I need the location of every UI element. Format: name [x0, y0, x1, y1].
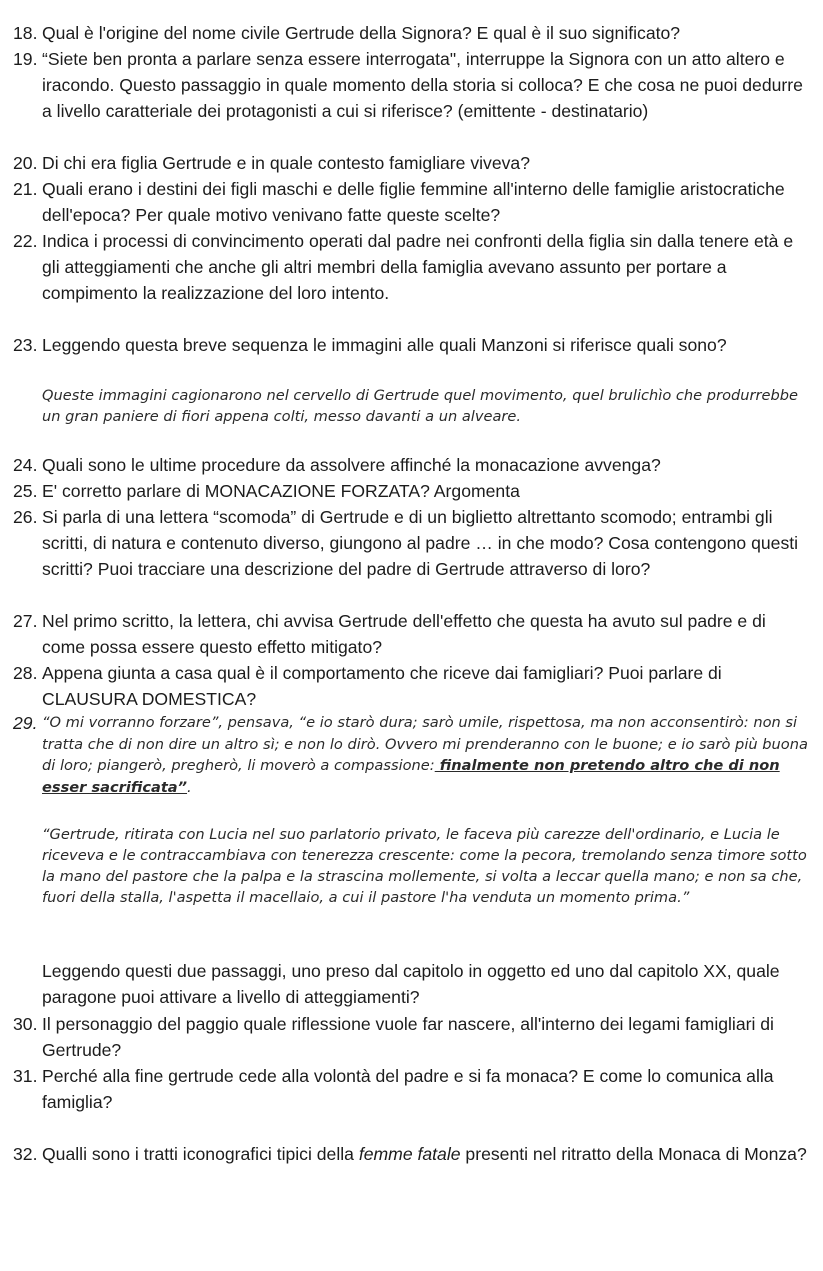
- question-number: 25.: [13, 481, 38, 501]
- question-text-part: presenti nel ritratto della Monaca di Monza?: [460, 1144, 807, 1164]
- question-text: [42, 710, 813, 798]
- question-text: Appena giunta a casa qual è il comportamento che riceve dai famigliari? Puoi parlare di CLAUSURA DOMESTICA?: [42, 663, 722, 709]
- question-23: [13, 332, 813, 358]
- question-number: 20.: [13, 153, 38, 173]
- question-27: [13, 608, 813, 660]
- question-30: [13, 1011, 813, 1063]
- quote-passage: Queste immagini cagionarono nel cervello di Gertrude quel movimento, quel brulichìo che produrrebbe un gran paniere di fiori appena colti, messo davanti a un alveare.: [42, 387, 798, 425]
- question-number: 32.: [13, 1144, 38, 1164]
- question-text: Il personaggio del paggio quale riflessione vuole far nascere, all'interno dei legami famigliari di Gertrude?: [42, 1014, 774, 1060]
- question-21: [13, 176, 813, 228]
- underlined-quote-text: finalmente non pretendo altro che di non esser sacrificata”: [42, 757, 780, 796]
- question-24: [13, 452, 813, 478]
- question-number: 28.: [13, 663, 38, 683]
- question-20: [13, 150, 813, 176]
- question-text: E' corretto parlare di MONACAZIONE FORZATA? Argomenta: [42, 481, 520, 501]
- question-number: 31.: [13, 1066, 38, 1086]
- emphasis-term: femme fatale: [358, 1144, 461, 1164]
- question-text: Perché alla fine gertrude cede alla volontà del padre e si fa monaca? E come lo comunica alla famiglia?: [42, 1066, 774, 1112]
- question-number: 30.: [13, 1014, 38, 1034]
- question-28: [13, 660, 813, 712]
- quote-period: .: [187, 778, 192, 796]
- question-text: Nel primo scritto, la lettera, chi avvisa Gertrude dell'effetto che questa ha avuto sul padre e di come possa essere questo effetto mitigato?: [42, 611, 766, 657]
- question-32: [13, 1141, 813, 1167]
- question-text: “Siete ben pronta a parlare senza essere interrogata", interruppe la Signora con un atto altero e iracondo. Questo passaggio in quale momento della storia si colloca? E che cosa ne puoi dedurre a livello caratteriale dei protagonisti a cui si riferisce? (emittente - destinatario): [42, 49, 803, 121]
- question-22: [13, 228, 813, 306]
- question-number: 26.: [13, 507, 38, 527]
- question-text: Indica i processi di convincimento operati dal padre nei confronti della figlia sin dalla tenere età e gli atteggiamenti che anche gli altri membri della famiglia avevano assunto per portare a compimento la realizzazione del loro intento.: [42, 231, 794, 303]
- quote-text: “O mi vorranno forzare”, pensava, “e io starò dura; sarò umile, rispettosa, ma non acconsentirò: non si tratta che di non dire un altro sì; e non lo dirò. Ovvero mi prenderanno con le buone; e io sarò più buona di loro; piangerò, pregherò, li moverò a compassione:: [42, 714, 808, 774]
- question-text: Leggendo questa breve sequenza le immagini alle quali Manzoni si riferisce quali sono?: [42, 335, 727, 355]
- question-number: 19.: [13, 49, 38, 69]
- question-18: [13, 20, 813, 46]
- question-text-part: Qualli sono i tratti iconografici tipici della: [42, 1144, 359, 1164]
- question-number: 24.: [13, 455, 38, 475]
- question-26: [13, 504, 813, 582]
- question-text: Si parla di una lettera “scomoda” di Gertrude e di un biglietto altrettanto scomodo; entrambi gli scritti, di natura e contenuto diverso, giungono al padre … in che modo? Cosa contengono questi scritti? Puoi tracciare una descrizione del padre di Gertrude attraverso di loro?: [42, 507, 799, 579]
- question-text: Quali erano i destini dei figli maschi e delle figlie femmine all'interno delle famiglie aristocratiche dell'epoca? Per quale motivo venivano fatte queste scelte?: [42, 179, 785, 225]
- question-text: Quali sono le ultime procedure da assolvere affinché la monacazione avvenga?: [42, 455, 661, 475]
- question-number: 22.: [13, 231, 38, 251]
- comparison-prompt: Leggendo questi due passaggi, uno preso dal capitolo in oggetto ed uno dal capitolo XX, quale paragone puoi attivare a livello di atteggiamenti?: [42, 961, 780, 1007]
- question-number: 29.: [13, 713, 38, 733]
- question-text: Qual è l'origine del nome civile Gertrude della Signora? E qual è il suo significato?: [42, 23, 681, 43]
- question-31: [13, 1063, 813, 1115]
- question-number: 23.: [13, 335, 38, 355]
- question-19: [13, 46, 813, 124]
- question-text: Di chi era figlia Gertrude e in quale contesto famigliare viveva?: [42, 153, 530, 173]
- question-29: [13, 710, 813, 798]
- question-text: [42, 1141, 813, 1167]
- question-number: 27.: [13, 611, 38, 631]
- question-25: [13, 478, 813, 504]
- quote-passage-2: “Gertrude, ritirata con Lucia nel suo parlatorio privato, le faceva più carezze dell'ordinario, e Lucia le riceveva e le contraccambiava con tenerezza crescente: come la pecora, tremolando senza timore sotto la mano del pastore che la palpa e la strascina mollemente, si volta a leccar quella mano; e non sa che, fuori della stalla, l'aspetta il macellaio, a cui il pastore l'ha venduta un momento prima.”: [42, 826, 807, 906]
- question-number: 18.: [13, 23, 38, 43]
- question-number: 21.: [13, 179, 38, 199]
